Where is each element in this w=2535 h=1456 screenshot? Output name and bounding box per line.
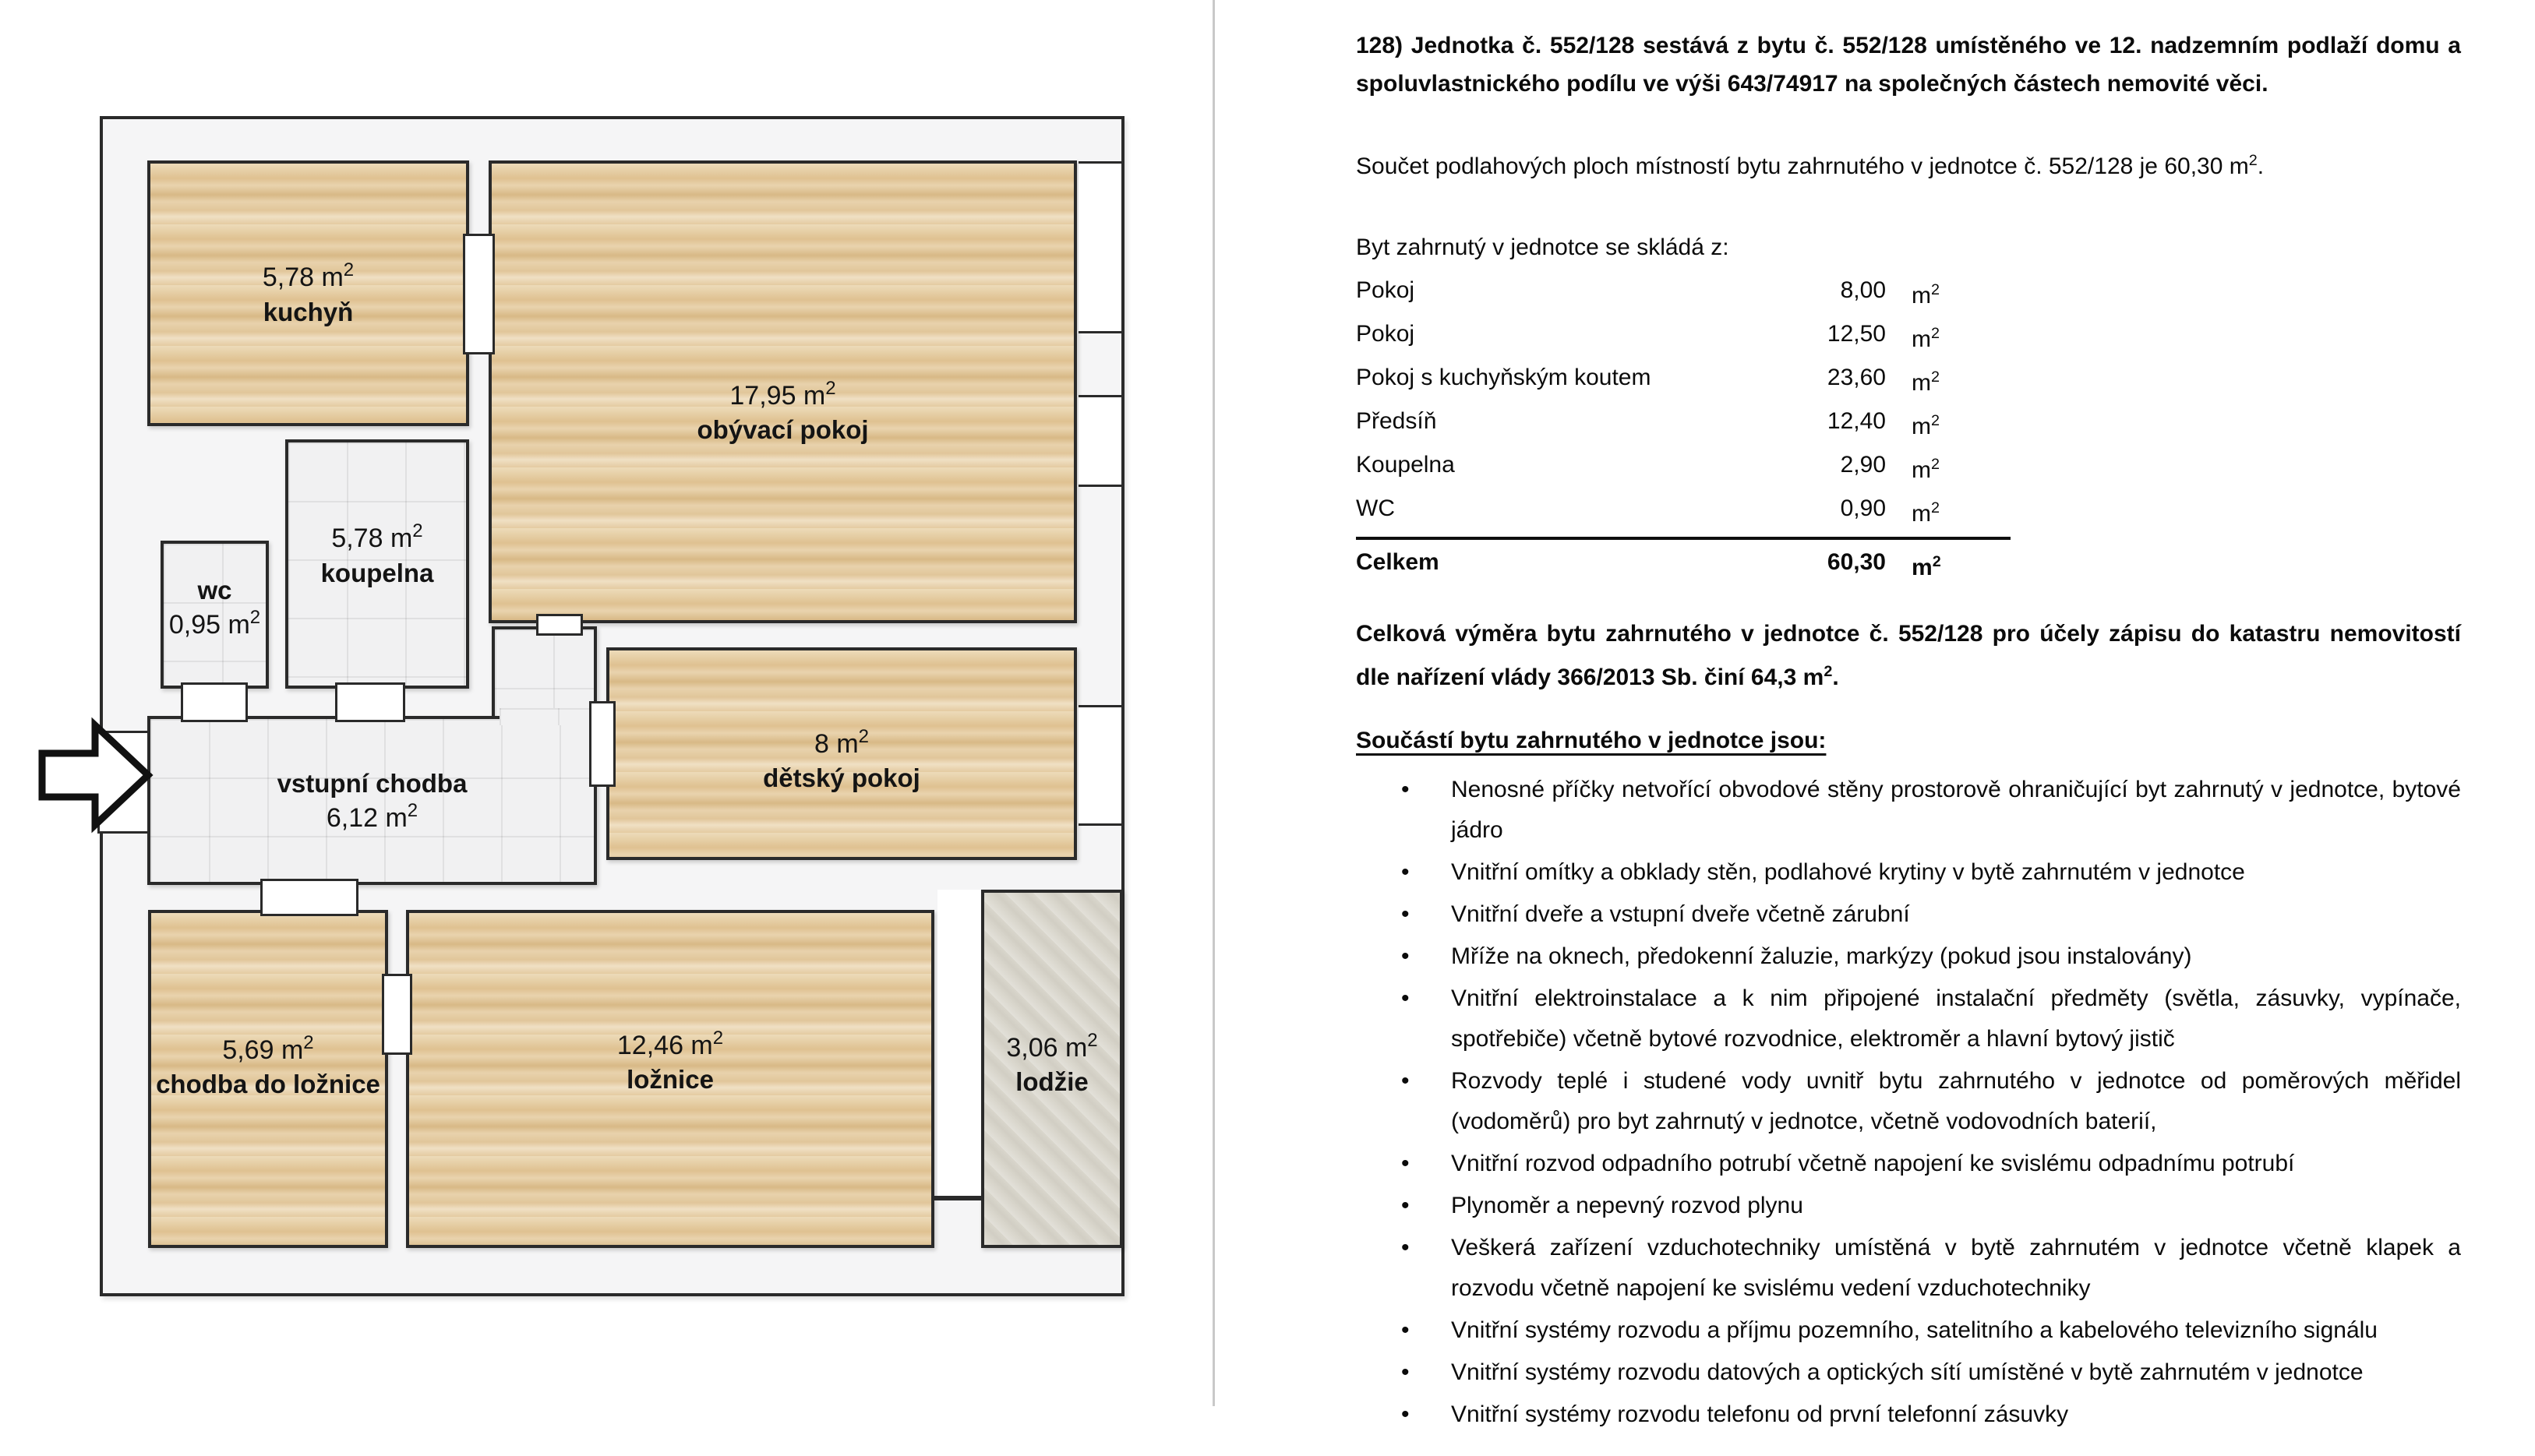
bullet-icon: •: [1401, 1317, 1410, 1343]
bullet-icon: •: [1401, 1401, 1410, 1427]
room-vstupni-chodba-ext: [492, 626, 597, 719]
loggia-passage: [937, 890, 981, 1198]
table-row: WC 0,90 $m^2$: [1356, 495, 1940, 527]
table-total-row: Celkem 60,30 $m^2$: [1356, 537, 2011, 587]
included-items-list: [1356, 770, 2461, 1435]
room-area: 0,95 $m^2$: [168, 606, 261, 640]
room-label-koupelna: [321, 520, 434, 589]
bullet-icon: •: [1401, 1151, 1410, 1176]
list-item: • Mříže na oknech, předokenní žaluzie, markýzy (pokud jsou instalovány): [1356, 936, 2461, 977]
room-label-lodzie: [1006, 1029, 1097, 1098]
table-row: Pokoj s kuchyňským koutem 23,60 $m^2$: [1356, 365, 1940, 396]
bullet-icon: •: [1401, 985, 1410, 1011]
room-obyvaci-pokoj: [489, 160, 1077, 623]
table-row: Koupelna 2,90 $m^2$: [1356, 452, 1940, 483]
list-item: • Veškerá zařízení vzduchotechniky umístěná v bytě zahrnutém v jednotce včetně klapek a rozvodu včetně napojení ke svislému vedení vzduchotechniky: [1356, 1228, 2461, 1309]
door-opening-chodba-dolni: [260, 879, 358, 916]
list-item: • Plynoměr a nepevný rozvod plynu: [1356, 1186, 2461, 1226]
list-item: • Vnitřní elektroinstalace a k nim připojené instalační předměty (světla, zásuvky, vypínače, spotřebiče) včetně bytové rozvodnice, elektroměr a hlavní bytový jistič: [1356, 978, 2461, 1059]
room-area: 5,78 $m^2$: [262, 259, 355, 293]
list-item: • Vnitřní omítky a obklady stěn, podlahové krytiny v bytě zahrnutém v jednotce: [1356, 852, 2461, 893]
room-vstupni-chodba: [147, 716, 597, 885]
room-label-detsky: [763, 725, 920, 795]
list-item: • Rozvody teplé i studené vody uvnitř bytu zahrnutého v jednotce od poměrových měřidel (vodoměrů) pro byt zahrnutý v jednotce, včetně vodovodních baterií,: [1356, 1061, 2461, 1142]
room-label-wc: [169, 573, 260, 642]
table-row: Pokoj 8,00 $m^2$: [1356, 277, 1940, 308]
list-item: • Vnitřní systémy rozvodu telefonu od první telefonní zásuvky: [1356, 1394, 2461, 1435]
room-chodba-do-loznice: [148, 910, 388, 1248]
window-opening-detsky: [1079, 705, 1121, 826]
room-loznice: [406, 910, 934, 1248]
door-opening-chodba-obyvaci: [536, 614, 583, 636]
room-label-loznice: [617, 1027, 723, 1096]
door-opening-kuchyn-obyvaci: [463, 234, 495, 354]
door-opening-chodba-loznice: [382, 974, 412, 1055]
bullet-icon: •: [1401, 1068, 1410, 1094]
bullet-icon: •: [1401, 1235, 1410, 1260]
bullet-icon: •: [1401, 943, 1410, 969]
list-item: • Vnitřní dveře a vstupní dveře včetně zárubní: [1356, 894, 2461, 935]
room-name: koupelna: [320, 558, 434, 587]
area-table: [1356, 271, 2011, 587]
room-area: 3,06 $m^2$: [1006, 1029, 1098, 1063]
door-opening-koupelna-chodba: [335, 682, 405, 722]
room-name: ložnice: [627, 1065, 714, 1095]
bullet-icon: •: [1401, 859, 1410, 885]
room-koupelna: [285, 439, 469, 689]
room-name: lodžie: [1015, 1067, 1089, 1097]
list-item: • Vnitřní rozvod odpadního potrubí včetně napojení ke svislému odpadnímu potrubí: [1356, 1144, 2461, 1184]
paragraph-floor-area-sum: Součet podlahových ploch místností bytu zahrnutého v jednotce č. 552/128 je 60,30 $m^2$.: [1356, 152, 2265, 179]
bullet-icon: •: [1401, 1359, 1410, 1385]
loggia-wall-stub: [934, 1196, 981, 1200]
room-area: 8 $m^2$: [814, 725, 870, 759]
entry-arrow-icon: [37, 713, 154, 837]
room-lodzie: [981, 890, 1123, 1248]
room-area: 5,78 $m^2$: [331, 520, 423, 554]
list-heading: Součástí bytu zahrnutého v jednotce jsou:: [1356, 728, 1827, 753]
room-kuchyn: [147, 160, 469, 426]
room-label-obyvaci: [697, 377, 868, 446]
room-name: wc: [197, 575, 232, 605]
room-label-kuchyn: [263, 259, 354, 328]
document-text: [1356, 26, 2461, 1437]
table-row: Předsíň 12,40 $m^2$: [1356, 408, 1940, 439]
room-area: 6,12 $m^2$: [326, 800, 418, 834]
bullet-icon: •: [1401, 1193, 1410, 1218]
room-wc: [161, 541, 269, 689]
room-name: obývací pokoj: [697, 415, 869, 445]
bullet-icon: •: [1401, 777, 1410, 802]
room-name: vstupní chodba: [277, 769, 468, 799]
table-row: Pokoj 12,50 $m^2$: [1356, 321, 1940, 352]
list-item: • Vnitřní systémy rozvodu a příjmu pozemního, satelitního a kabelového televizního signálu: [1356, 1310, 2461, 1351]
room-label-chodba: [277, 766, 468, 835]
room-name: dětský pokoj: [763, 763, 920, 793]
page-divider: [1213, 0, 1215, 1406]
room-area: 12,46 $m^2$: [616, 1027, 724, 1060]
room-name: chodba do ložnice: [156, 1070, 380, 1099]
door-opening-wc-chodba: [181, 682, 248, 722]
door-opening-chodba-detsky: [589, 701, 616, 787]
window-opening-obyvaci-1: [1079, 161, 1121, 333]
room-detsky-pokoj: [606, 647, 1077, 860]
paragraph-unit-description: 128) Jednotka č. 552/128 sestává z bytu č. 552/128 umístěného ve 12. nadzemním podlaží domu a spoluvlastnického podílu ve výši 643/74917 na společných částech nemovité věci.: [1356, 33, 2461, 97]
room-label-chodba-loznice: [156, 1031, 380, 1101]
bullet-icon: •: [1401, 901, 1410, 927]
room-area: 17,95 $m^2$: [729, 377, 836, 411]
list-item: • Nenosné příčky netvořící obvodové stěny prostorově ohraničující byt zahrnutý v jednotce, bytové jádro: [1356, 770, 2461, 851]
window-opening-obyvaci-2: [1079, 395, 1121, 487]
paragraph-total-area: Celková výměra bytu zahrnutého v jednotce č. 552/128 pro účely zápisu do katastru nemovitostí dle nařízení vlády 366/2013 Sb. činí 64,3 $m^2$.: [1356, 621, 2461, 690]
table-intro: Byt zahrnutý v jednotce se skládá z:: [1356, 234, 1729, 260]
corridor-junction: [500, 708, 589, 725]
room-area: 5,69 $m^2$: [222, 1031, 314, 1065]
room-name: kuchyň: [263, 297, 354, 326]
list-item: • Vnitřní systémy rozvodu datových a optických sítí umístěné v bytě zahrnutém v jednotce: [1356, 1352, 2461, 1393]
